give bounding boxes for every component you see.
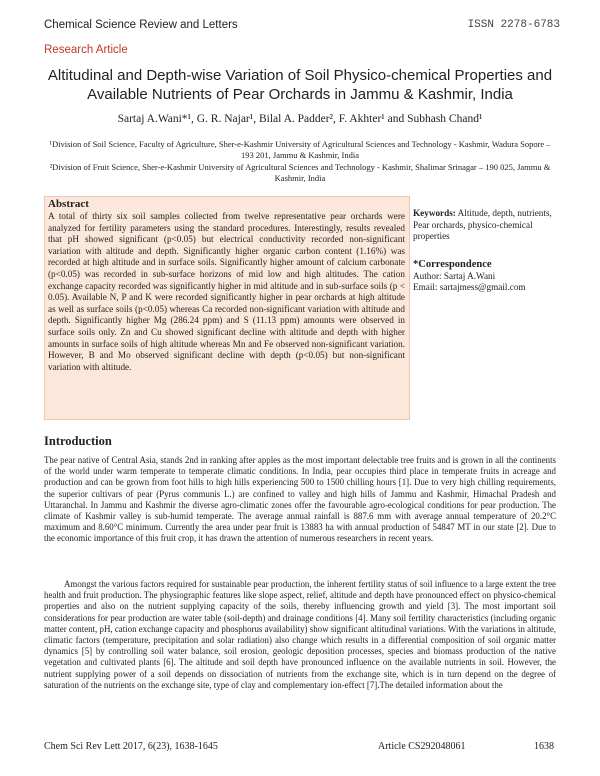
journal-name: Chemical Science Review and Letters [44, 19, 238, 31]
correspondence-email[interactable]: Email: sartajmess@gmail.com [413, 282, 526, 293]
abstract-heading: Abstract [48, 198, 89, 210]
issn: ISSN 2278-6783 [467, 19, 560, 31]
introduction-paragraph-1: The pear native of Central Asia, stands 2nd in ranking after apples as the most important delectable tree fruits and is grown in all the continents of the world under warm temperate to temperate climatic conditions. In India, pear occupies third place in temperate fruits in acreage and production and can be grown from foot hills to high hills experiencing 500 to 1500 chilling hours [1]. Due to very high chilling requirements, the superior cultivars of pear (Pyrus communis L.) are confined to valley and high hills of Jammu and Kashmir, Himachal Pradesh and Uttaranchal. In Jammu and Kashmir the diverse agro-climatic zones offer the favourable agro-ecological conditions for pear production. The climate of Kashmir valley is sub-humid temperate. The average annual rainfall is 887.6 mm with average annual temperature of 20.2°C maximum and 8.60°C minimum. Currently the area under pear fruit is 13883 ha with annual production of 54847 MT in our state [2]. Due to the economic importance of this fruit crop, it has drawn the attention of numerous researchers in recent years. [44, 455, 556, 544]
author-list: Sartaj A.Wani*¹, G. R. Najar¹, Bilal A. Padder², F. Akhter¹ and Subhash Chand¹ [117, 113, 483, 125]
affiliation-2: ²Division of Fruit Science, Sher-e-Kashmir University of Agricultural Sciences and Technology - Kashmir, Shalimar Srinagar – 190 025, Jammu & Kashmir, India [49, 162, 551, 183]
paper-title: Altitudinal and Depth-wise Variation of Soil Physico-chemical Properties and Available Nutrients of Pear Orchards in Jammu & Kashmir, India [47, 67, 553, 103]
correspondence-author: Author: Sartaj A.Wani [413, 270, 496, 281]
page-number: 1638 [534, 741, 554, 752]
abstract-text: A total of thirty six soil samples collected from twelve representative pear orchards were analyzed for fertility parameters using the standard procedures. Interestingly, results revealed that pH showed significant (p<0.05) but electrical conductivity recorded non-significant variation with altitude and depth. Significantly higher organic carbon content (1.16%) was recorded at high altitude and in surface soils. Significantly higher amount of calcium carbonate (p<0.05) was recorded in sub-surface horizons of mid low and high altitudes. The cation exchange capacity recorded was significantly higher in mid altitude and in sub-surface soils (p < 0.05). Available N, P and K were recorded significantly higher in pear orchards at high altitude as well as surface soils (p<0.05) whereas Ca recorded non-significant variation with altitude and depth. Significantly higher Mg (286.24 ppm) and S (11.13 ppm) amounts were observed in surface soils only. Zn and Cu showed significant decline with altitude and depth with higher amounts in surface soils of high altitude whereas Mn and Fe observed non-significant variation. However, B and Mo observed significant decline with depth (p<0.05) but non-significant variation with altitude. [48, 211, 405, 372]
affiliation-1: ¹Division of Soil Science, Faculty of Agriculture, Sher-e-Kashmir University of Agricultural Sciences and Technology - Kashmir, Wadura Sopore – 193 201, Jammu & Kashmir, India [49, 139, 551, 160]
keywords-text: Altitude, depth, nutrients, Pear orchards, physico-chemical properties [413, 208, 552, 242]
footer-article-id: Article CS292048061 [378, 741, 466, 752]
introduction-heading: Introduction [44, 434, 112, 448]
correspondence-heading: *Correspondence [413, 259, 492, 270]
introduction-paragraph-2: Amongst the various factors required for sustainable pear production, the inherent fertility status of soil influence to a large extent the tree health and fruit production. The physiographic features like slope aspect, relief, altitude and depth have pronounced effect on physico-chemical properties and also on the nutrient supplying capacity of the soils, thereby influencing growth and yield [3]. The most important soil considerations for pear production are water table (soil-depth) and drainage conditions [4]. Many soil fertility characteristics (including organic matter content, pH, cation exchange capacity and phosphorus availability) show significant altitudinal variations. With the variations in altitude, climatic factors (temperature, precipitation and solar radiation) also change which results in a differential composition of soil organic matter dynamics [5] by controlling soil water balance, soil erosion, geologic deposition processes, species and biomass production of the native vegetation and cultivated plants [6]. The altitude and soil depth have pronounced influence on the available nutrients in soil. However, the nutrient supplying power of a soil depends on dissociation of nutrients from the exchange site, which is in turn depend on the degree of saturation of the nutrients on the exchange site, type of clay and complementary ion-effect [7].The detailed information about the [44, 579, 556, 690]
correspondence-block [413, 259, 563, 294]
article-type: Research Article [44, 44, 128, 56]
keywords-block [413, 208, 563, 243]
keywords-label: Keywords: [413, 208, 456, 218]
footer-citation: Chem Sci Rev Lett 2017, 6(23), 1638-1645 [44, 741, 218, 752]
